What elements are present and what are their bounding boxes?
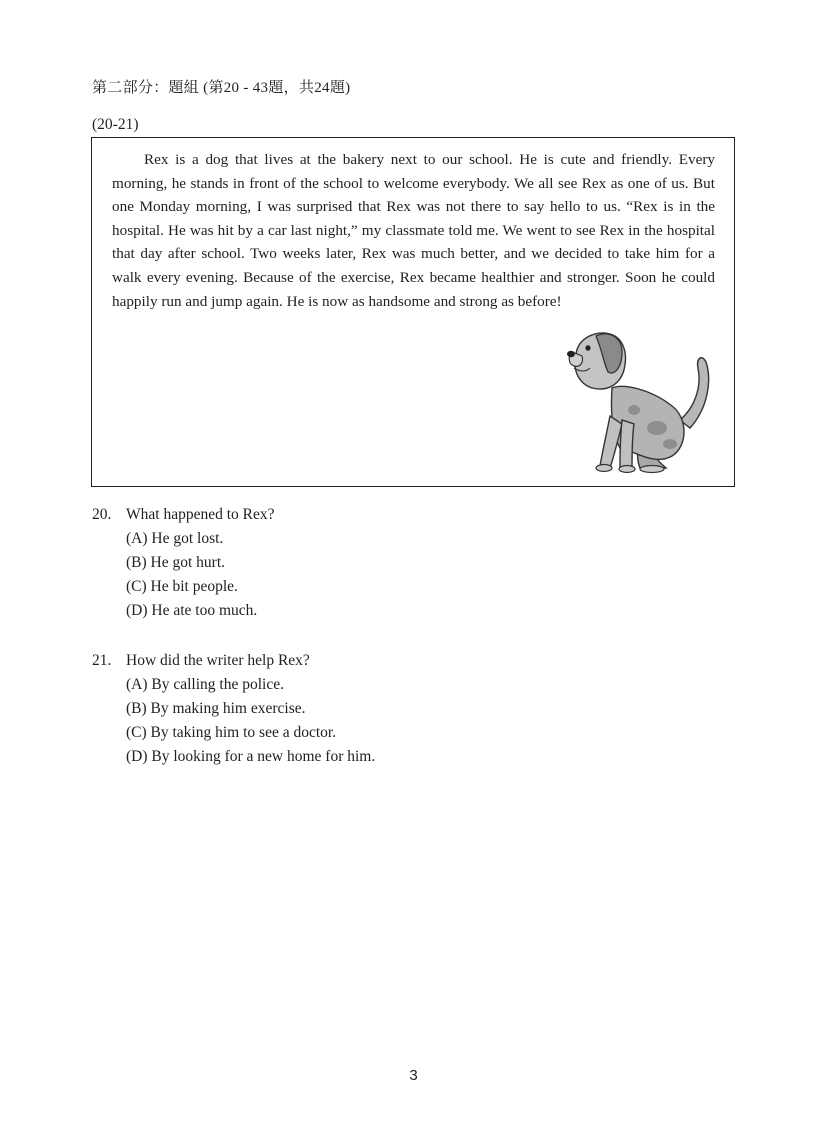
option-b[interactable]: (B) He got hurt. (126, 554, 226, 571)
section-title: 第二部分：題組 (第20 - 43題，共24題) (92, 80, 351, 96)
option-c[interactable]: (C) He bit people. (126, 578, 238, 595)
option-d[interactable]: (D) He ate too much. (126, 602, 258, 619)
option-a[interactable]: (A) By calling the police. (126, 676, 284, 693)
passage-paragraph (112, 148, 715, 313)
option-c[interactable]: (C) By taking him to see a doctor. (126, 724, 337, 741)
question-text: What happened to Rex? (126, 506, 275, 523)
dog-illustration (562, 328, 722, 478)
reading-passage-box (91, 137, 735, 487)
question-group-label: (20-21) (92, 116, 139, 133)
option-a[interactable]: (A) He got lost. (126, 530, 224, 547)
question-number: 21. (92, 652, 112, 669)
question-number: 20. (92, 506, 112, 523)
page-number: 3 (409, 1067, 418, 1084)
option-d[interactable]: (D) By looking for a new home for him. (126, 748, 376, 765)
passage-text: Rex is a dog that lives at the bakery next to our school. He is cute and friendly. Every morning, he stands in front of the school to welcome everybody. We all see Rex as one of us. But one Monday morning, I was surprised that Rex was not there to say hello to us. “Rex is in the hospital. He was hit by a car last night,” my classmate told me. We went to see Rex in the hospital that day after school. Two weeks later, Rex was much better, and we decided to take him for a walk every evening. Because of the exercise, Rex became healthier and stronger. Soon he could happily run and jump again. He is now as handsome and strong as before! (112, 151, 715, 310)
question-text: How did the writer help Rex? (126, 652, 310, 669)
option-b[interactable]: (B) By making him exercise. (126, 700, 306, 717)
